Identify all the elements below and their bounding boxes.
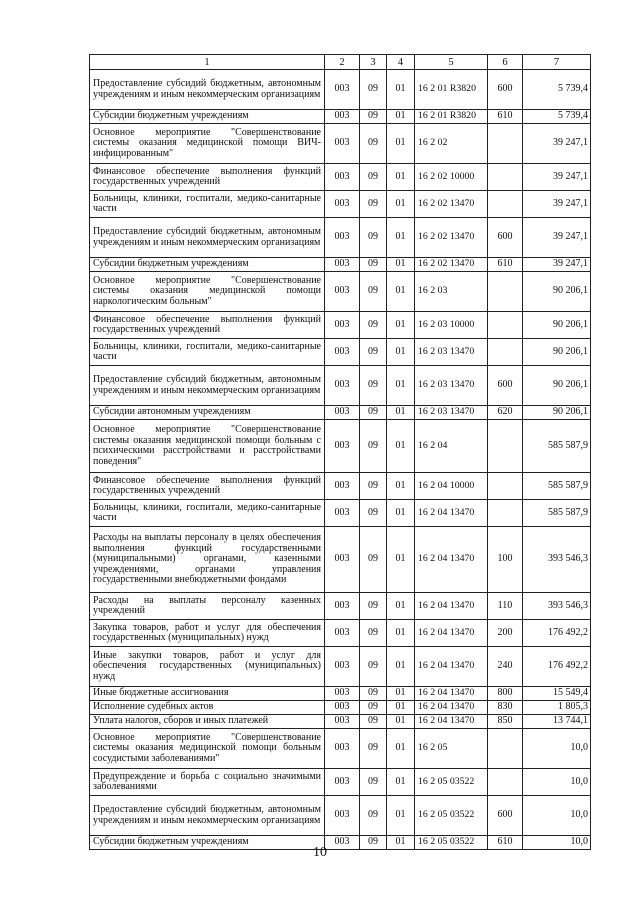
table-row — [90, 473, 591, 500]
row-expense-type: 610 — [488, 836, 523, 850]
row-section-code: 09 — [360, 527, 387, 593]
row-expense-type — [488, 420, 523, 473]
row-ministry-code: 003 — [325, 124, 360, 164]
row-expense-type — [488, 272, 523, 312]
row-ministry-code: 003 — [325, 715, 360, 729]
row-expense-type: 100 — [488, 527, 523, 593]
row-amount: 39 247,1 — [523, 164, 591, 191]
table-row — [90, 715, 591, 729]
row-target-code: 16 2 04 13470 — [415, 593, 488, 620]
row-subsection-code: 01 — [387, 70, 415, 110]
row-name: Финансовое обеспечение выполнения функций государственных учреждений — [90, 164, 325, 191]
row-name: Финансовое обеспечение выполнения функций государственных учреждений — [90, 312, 325, 339]
row-ministry-code: 003 — [325, 191, 360, 218]
row-expense-type: 800 — [488, 687, 523, 701]
row-subsection-code: 01 — [387, 701, 415, 715]
row-name: Основное мероприятие "Совершенствование системы оказания медицинской помощи ВИЧ-инфицированным" — [90, 124, 325, 164]
row-section-code: 09 — [360, 796, 387, 836]
row-target-code: 16 2 04 13470 — [415, 647, 488, 687]
row-expense-type: 600 — [488, 366, 523, 406]
row-amount: 585 587,9 — [523, 473, 591, 500]
row-subsection-code: 01 — [387, 687, 415, 701]
row-name: Предоставление субсидий бюджетным, автономным учреждениям и иным некоммерческим организациям — [90, 218, 325, 258]
row-section-code: 09 — [360, 258, 387, 272]
row-target-code: 16 2 05 — [415, 729, 488, 769]
header-col-6: 6 — [488, 55, 523, 70]
row-amount: 1 805,3 — [523, 701, 591, 715]
row-section-code: 09 — [360, 729, 387, 769]
table-row — [90, 701, 591, 715]
row-name: Расходы на выплаты персоналу казенных учреждений — [90, 593, 325, 620]
row-name: Исполнение судебных актов — [90, 701, 325, 715]
row-target-code: 16 2 04 13470 — [415, 500, 488, 527]
row-amount: 393 546,3 — [523, 593, 591, 620]
row-ministry-code: 003 — [325, 796, 360, 836]
table-row — [90, 366, 591, 406]
row-target-code: 16 2 04 13470 — [415, 715, 488, 729]
header-col-3: 3 — [360, 55, 387, 70]
row-ministry-code: 003 — [325, 729, 360, 769]
row-target-code: 16 2 02 13470 — [415, 218, 488, 258]
row-expense-type — [488, 473, 523, 500]
row-amount: 5 739,4 — [523, 70, 591, 110]
row-ministry-code: 003 — [325, 110, 360, 124]
row-name: Иные бюджетные ассигнования — [90, 687, 325, 701]
row-amount: 39 247,1 — [523, 124, 591, 164]
table-row — [90, 110, 591, 124]
row-amount: 39 247,1 — [523, 191, 591, 218]
row-amount: 10,0 — [523, 729, 591, 769]
row-ministry-code: 003 — [325, 701, 360, 715]
row-subsection-code: 01 — [387, 366, 415, 406]
row-subsection-code: 01 — [387, 272, 415, 312]
row-target-code: 16 2 02 13470 — [415, 191, 488, 218]
row-target-code: 16 2 01 R3820 — [415, 70, 488, 110]
table-row — [90, 687, 591, 701]
table-row — [90, 218, 591, 258]
row-name: Субсидии бюджетным учреждениям — [90, 258, 325, 272]
table-row — [90, 769, 591, 796]
row-amount: 10,0 — [523, 836, 591, 850]
row-name: Предоставление субсидий бюджетным, автономным учреждениям и иным некоммерческим организациям — [90, 366, 325, 406]
row-name: Иные закупки товаров, работ и услуг для обеспечения государственных (муниципальных) нужд — [90, 647, 325, 687]
row-amount: 5 739,4 — [523, 110, 591, 124]
row-target-code: 16 2 04 — [415, 420, 488, 473]
table-body — [90, 70, 591, 850]
row-expense-type: 830 — [488, 701, 523, 715]
row-expense-type — [488, 312, 523, 339]
row-section-code: 09 — [360, 620, 387, 647]
row-section-code: 09 — [360, 191, 387, 218]
header-col-2: 2 — [325, 55, 360, 70]
row-name: Больницы, клиники, госпитали, медико-санитарные части — [90, 191, 325, 218]
row-target-code: 16 2 04 13470 — [415, 527, 488, 593]
row-target-code: 16 2 04 13470 — [415, 620, 488, 647]
table-row — [90, 527, 591, 593]
table-row — [90, 164, 591, 191]
header-col-4: 4 — [387, 55, 415, 70]
row-section-code: 09 — [360, 715, 387, 729]
row-amount: 176 492,2 — [523, 647, 591, 687]
row-target-code: 16 2 03 13470 — [415, 339, 488, 366]
table-row — [90, 406, 591, 420]
row-amount: 10,0 — [523, 769, 591, 796]
row-ministry-code: 003 — [325, 406, 360, 420]
row-subsection-code: 01 — [387, 473, 415, 500]
row-ministry-code: 003 — [325, 420, 360, 473]
row-name: Основное мероприятие "Совершенствование системы оказания медицинской помощи больным сосудистыми заболеваниями" — [90, 729, 325, 769]
row-section-code: 09 — [360, 406, 387, 420]
table-row — [90, 620, 591, 647]
row-expense-type — [488, 124, 523, 164]
row-expense-type: 110 — [488, 593, 523, 620]
row-subsection-code: 01 — [387, 312, 415, 339]
row-section-code: 09 — [360, 272, 387, 312]
row-subsection-code: 01 — [387, 647, 415, 687]
row-expense-type: 600 — [488, 70, 523, 110]
row-subsection-code: 01 — [387, 258, 415, 272]
row-name: Основное мероприятие "Совершенствование системы оказания медицинской помощи наркологическим больным" — [90, 272, 325, 312]
table-row — [90, 191, 591, 218]
row-section-code: 09 — [360, 500, 387, 527]
row-subsection-code: 01 — [387, 500, 415, 527]
row-section-code: 09 — [360, 593, 387, 620]
row-name: Основное мероприятие "Совершенствование системы оказания медицинской помощи больным с психическими расстройствами и расстройствами поведения" — [90, 420, 325, 473]
row-amount: 585 587,9 — [523, 500, 591, 527]
row-expense-type: 850 — [488, 715, 523, 729]
header-row — [90, 55, 591, 70]
row-section-code: 09 — [360, 312, 387, 339]
row-expense-type: 600 — [488, 796, 523, 836]
row-subsection-code: 01 — [387, 593, 415, 620]
row-ministry-code: 003 — [325, 836, 360, 850]
table-row — [90, 339, 591, 366]
row-ministry-code: 003 — [325, 272, 360, 312]
table-row — [90, 729, 591, 769]
row-expense-type — [488, 164, 523, 191]
row-name: Предупреждение и борьба с социально значимыми заболеваниями — [90, 769, 325, 796]
row-amount: 176 492,2 — [523, 620, 591, 647]
row-expense-type: 200 — [488, 620, 523, 647]
table-row — [90, 647, 591, 687]
row-target-code: 16 2 04 10000 — [415, 473, 488, 500]
row-amount: 90 206,1 — [523, 366, 591, 406]
row-subsection-code: 01 — [387, 715, 415, 729]
row-section-code: 09 — [360, 836, 387, 850]
row-target-code: 16 2 04 13470 — [415, 687, 488, 701]
table-row — [90, 258, 591, 272]
row-name: Предоставление субсидий бюджетным, автономным учреждениям и иным некоммерческим организациям — [90, 70, 325, 110]
row-name: Субсидии бюджетным учреждениям — [90, 110, 325, 124]
row-target-code: 16 2 05 03522 — [415, 796, 488, 836]
row-section-code: 09 — [360, 687, 387, 701]
row-ministry-code: 003 — [325, 339, 360, 366]
row-subsection-code: 01 — [387, 796, 415, 836]
row-name: Больницы, клиники, госпитали, медико-санитарные части — [90, 339, 325, 366]
row-amount: 90 206,1 — [523, 272, 591, 312]
row-expense-type — [488, 500, 523, 527]
row-subsection-code: 01 — [387, 729, 415, 769]
row-name: Расходы на выплаты персоналу в целях обеспечения выполнения функций государственными (муниципальными) органами, казенными учреждениями, органами управления государственными внебюджетными фондами — [90, 527, 325, 593]
row-amount: 15 549,4 — [523, 687, 591, 701]
row-amount: 90 206,1 — [523, 406, 591, 420]
table-row — [90, 593, 591, 620]
row-amount: 39 247,1 — [523, 258, 591, 272]
table-row — [90, 124, 591, 164]
row-section-code: 09 — [360, 110, 387, 124]
row-ministry-code: 003 — [325, 687, 360, 701]
row-subsection-code: 01 — [387, 164, 415, 191]
row-subsection-code: 01 — [387, 836, 415, 850]
header-col-7: 7 — [523, 55, 591, 70]
row-target-code: 16 2 04 13470 — [415, 701, 488, 715]
row-subsection-code: 01 — [387, 110, 415, 124]
row-name: Субсидии автономным учреждениям — [90, 406, 325, 420]
row-subsection-code: 01 — [387, 218, 415, 258]
row-section-code: 09 — [360, 366, 387, 406]
row-ministry-code: 003 — [325, 620, 360, 647]
row-amount: 585 587,9 — [523, 420, 591, 473]
row-name: Предоставление субсидий бюджетным, автономным учреждениям и иным некоммерческим организациям — [90, 796, 325, 836]
budget-table — [89, 54, 591, 850]
row-ministry-code: 003 — [325, 527, 360, 593]
row-expense-type — [488, 729, 523, 769]
row-amount: 90 206,1 — [523, 312, 591, 339]
header-col-1: 1 — [90, 55, 325, 70]
row-target-code: 16 2 03 13470 — [415, 366, 488, 406]
table-row — [90, 272, 591, 312]
row-ministry-code: 003 — [325, 366, 360, 406]
row-section-code: 09 — [360, 647, 387, 687]
row-section-code: 09 — [360, 218, 387, 258]
row-expense-type: 600 — [488, 218, 523, 258]
header-col-5: 5 — [415, 55, 488, 70]
row-amount: 90 206,1 — [523, 339, 591, 366]
row-section-code: 09 — [360, 769, 387, 796]
table-row — [90, 796, 591, 836]
row-expense-type: 610 — [488, 110, 523, 124]
row-ministry-code: 003 — [325, 70, 360, 110]
table-row — [90, 70, 591, 110]
row-subsection-code: 01 — [387, 124, 415, 164]
row-name: Уплата налогов, сборов и иных платежей — [90, 715, 325, 729]
row-ministry-code: 003 — [325, 593, 360, 620]
row-ministry-code: 003 — [325, 647, 360, 687]
row-ministry-code: 003 — [325, 500, 360, 527]
row-name: Больницы, клиники, госпитали, медико-санитарные части — [90, 500, 325, 527]
row-target-code: 16 2 05 03522 — [415, 836, 488, 850]
row-section-code: 09 — [360, 473, 387, 500]
row-target-code: 16 2 02 — [415, 124, 488, 164]
row-subsection-code: 01 — [387, 191, 415, 218]
row-amount: 39 247,1 — [523, 218, 591, 258]
row-expense-type: 620 — [488, 406, 523, 420]
row-section-code: 09 — [360, 124, 387, 164]
row-target-code: 16 2 02 13470 — [415, 258, 488, 272]
table-row — [90, 500, 591, 527]
row-ministry-code: 003 — [325, 769, 360, 796]
row-expense-type: 240 — [488, 647, 523, 687]
row-amount: 13 744,1 — [523, 715, 591, 729]
row-expense-type — [488, 191, 523, 218]
row-name: Закупка товаров, работ и услуг для обеспечения государственных (муниципальных) нужд — [90, 620, 325, 647]
row-ministry-code: 003 — [325, 473, 360, 500]
row-target-code: 16 2 03 10000 — [415, 312, 488, 339]
row-section-code: 09 — [360, 701, 387, 715]
row-subsection-code: 01 — [387, 406, 415, 420]
row-expense-type: 610 — [488, 258, 523, 272]
row-subsection-code: 01 — [387, 339, 415, 366]
row-ministry-code: 003 — [325, 312, 360, 339]
page-number: 10 — [313, 845, 327, 860]
row-subsection-code: 01 — [387, 420, 415, 473]
row-section-code: 09 — [360, 164, 387, 191]
row-expense-type — [488, 339, 523, 366]
row-target-code: 16 2 05 03522 — [415, 769, 488, 796]
row-subsection-code: 01 — [387, 527, 415, 593]
table-row — [90, 420, 591, 473]
row-target-code: 16 2 03 13470 — [415, 406, 488, 420]
row-section-code: 09 — [360, 339, 387, 366]
row-section-code: 09 — [360, 70, 387, 110]
row-name: Финансовое обеспечение выполнения функций государственных учреждений — [90, 473, 325, 500]
row-ministry-code: 003 — [325, 218, 360, 258]
row-section-code: 09 — [360, 420, 387, 473]
row-ministry-code: 003 — [325, 164, 360, 191]
row-target-code: 16 2 02 10000 — [415, 164, 488, 191]
row-subsection-code: 01 — [387, 769, 415, 796]
row-ministry-code: 003 — [325, 258, 360, 272]
row-name: Субсидии бюджетным учреждениям — [90, 836, 325, 850]
row-expense-type — [488, 769, 523, 796]
row-amount: 10,0 — [523, 796, 591, 836]
row-subsection-code: 01 — [387, 620, 415, 647]
table-row — [90, 312, 591, 339]
row-amount: 393 546,3 — [523, 527, 591, 593]
row-target-code: 16 2 01 R3820 — [415, 110, 488, 124]
row-target-code: 16 2 03 — [415, 272, 488, 312]
